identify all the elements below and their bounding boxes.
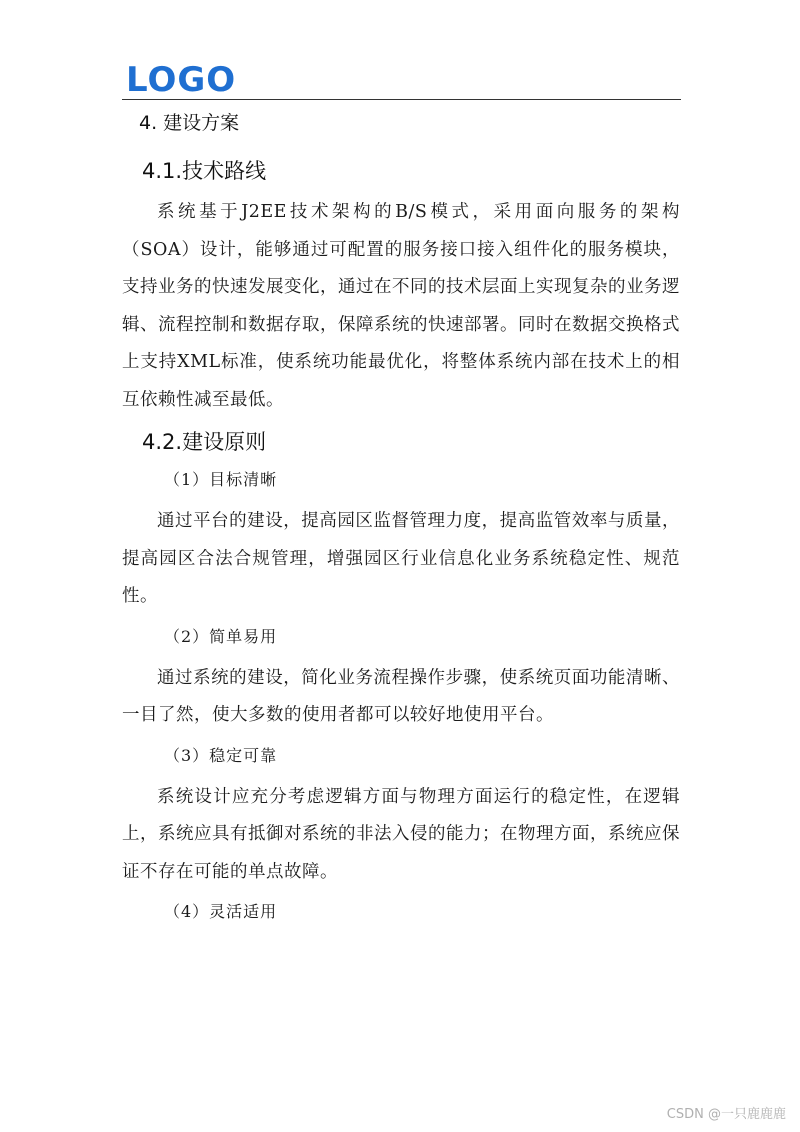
principle-3-title: （3）稳定可靠 [164, 745, 278, 765]
section-4-heading: 4. 建设方案 [139, 112, 240, 134]
principle-1-text: 通过平台的建设，提高园区监督管理力度，提高监管效率与质量，提高园区合法合规管理，增强园区行业信息化业务系统稳定性、规范性。 [122, 511, 680, 606]
section-4-2-heading: 4.2.建设原则 [142, 430, 267, 454]
principle-3-text: 系统设计应充分考虑逻辑方面与物理方面运行的稳定性，在逻辑上，系统应具有抵御对系统的非法入侵的能力；在物理方面，系统应保证不存在可能的单点故障。 [122, 786, 680, 882]
principle-2-text: 通过系统的建设，简化业务流程操作步骤，使系统页面功能清晰、一目了然，使大多数的使用者都可以较好地使用平台。 [122, 667, 680, 725]
header-divider [122, 99, 681, 100]
principle-4-title: （4）灵活适用 [164, 902, 278, 921]
document-body [122, 108, 680, 935]
section-4-1-paragraph: 系统基于J2EE技术架构的B/S模式，采用面向服务的架构（SOA）设计，能够通过可配置的服务接口接入组件化的服务模块，支持业务的快速发展变化，通过在不同的技术层面上实现复杂的业务逻辑、流程控制和数据存取，保障系统的快速部署。同时在数据交换格式上支持XML标准，使系统功能最优化，将整体系统内部在技术上的相互依赖性减至最低。 [122, 202, 680, 410]
csdn-watermark: CSDN @一只鹿鹿鹿 [666, 1107, 786, 1122]
section-4-1-heading: 4.1.技术路线 [142, 159, 267, 183]
principle-1-title: （1）目标清晰 [164, 470, 278, 489]
principle-2-title: （2）简单易用 [164, 626, 278, 646]
logo: LOGO [126, 60, 237, 100]
